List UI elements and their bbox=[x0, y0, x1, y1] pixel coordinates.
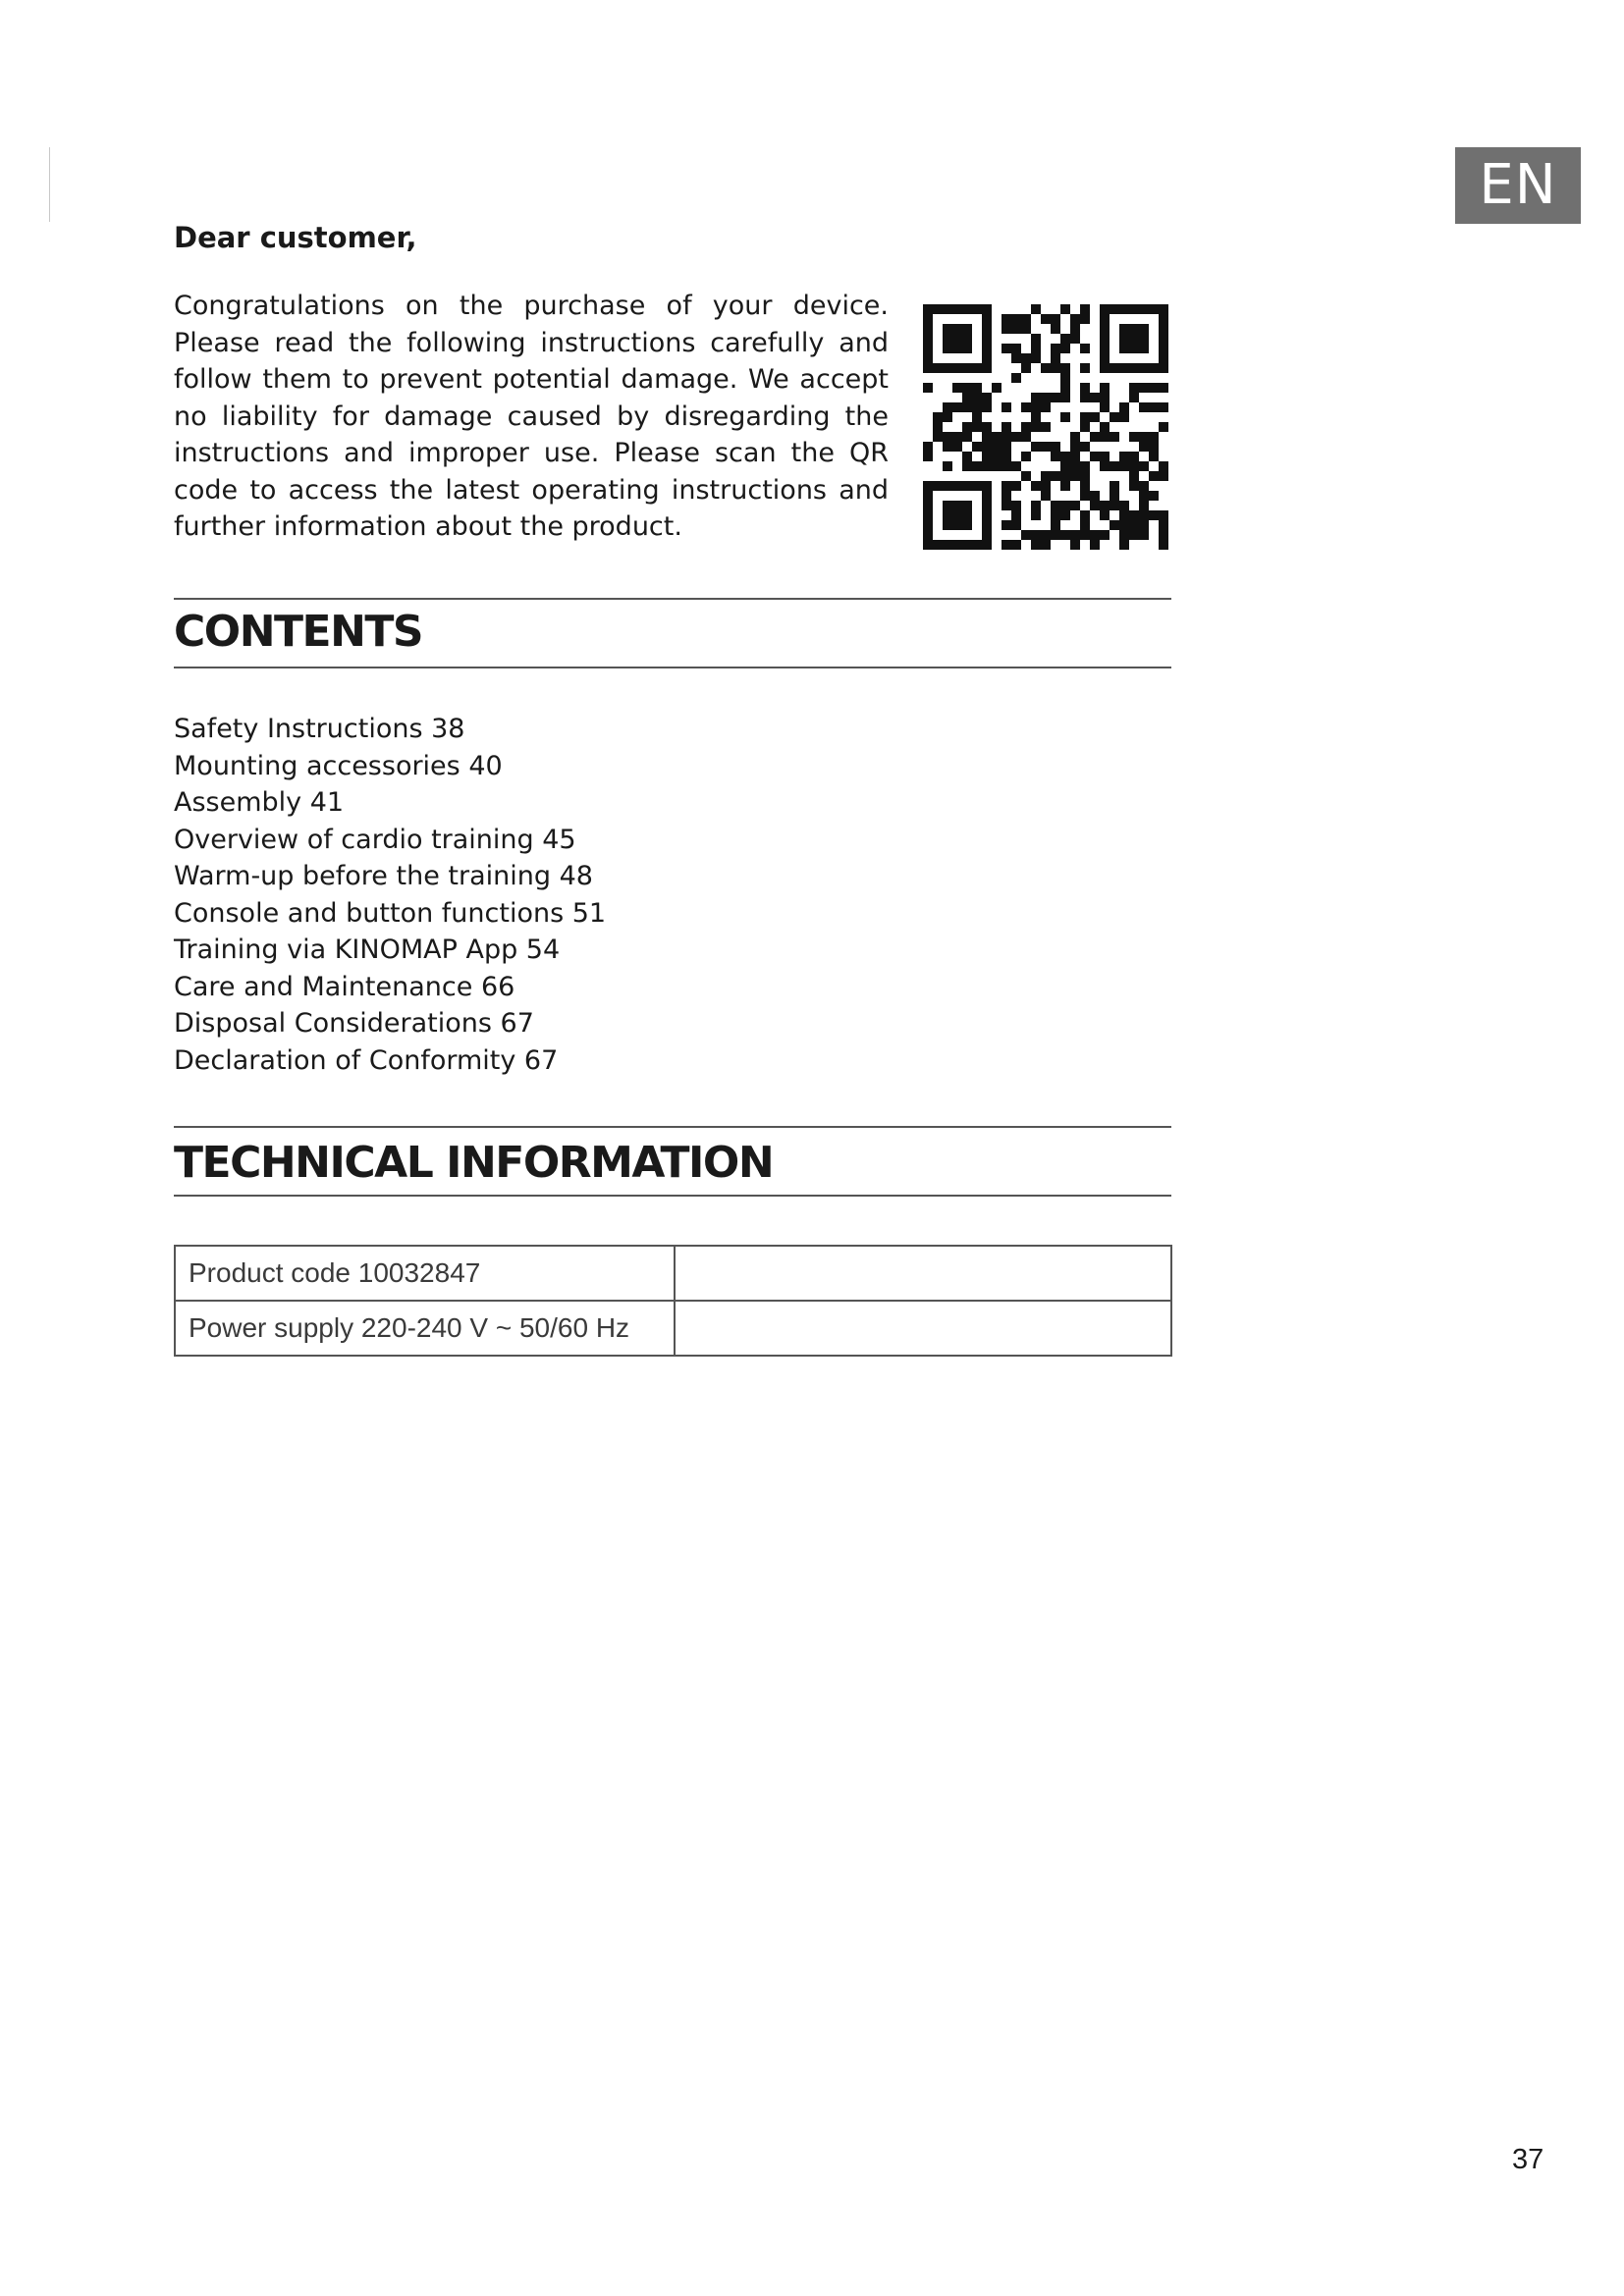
technical-top-rule bbox=[174, 1126, 1171, 1128]
contents-entry: Safety Instructions 38 bbox=[174, 714, 465, 744]
qr-code-icon[interactable] bbox=[923, 304, 1168, 550]
contents-heading: CONTENTS bbox=[174, 607, 423, 657]
table-cell bbox=[675, 1301, 1171, 1356]
contents-entry: Assembly 41 bbox=[174, 787, 345, 818]
intro-line: about the product. bbox=[435, 511, 682, 542]
contents-entry: Care and Maintenance 66 bbox=[174, 971, 515, 1002]
table-cell: Power supply 220-240 V ~ 50/60 Hz bbox=[175, 1301, 675, 1356]
intro-line: damage caused by disregarding the instructions and bbox=[174, 400, 889, 468]
intro-line: latest operating instructions and further information bbox=[174, 474, 889, 542]
margin-line bbox=[49, 147, 50, 222]
technical-table bbox=[174, 1245, 1172, 1357]
intro-line: improper use. Please scan the QR code to access the bbox=[174, 438, 889, 506]
table-row bbox=[175, 1246, 1171, 1301]
contents-entry: Overview of cardio training 45 bbox=[174, 824, 576, 855]
intro-line: Congratulations on the purchase of your device. Please bbox=[174, 291, 889, 358]
contents-entry: Mounting accessories 40 bbox=[174, 750, 503, 781]
contents-bottom-rule bbox=[174, 667, 1171, 668]
table-cell: Product code 10032847 bbox=[175, 1246, 675, 1301]
intro-paragraph bbox=[174, 288, 889, 546]
technical-heading: TECHNICAL INFORMATION bbox=[174, 1138, 774, 1188]
greeting: Dear customer, bbox=[174, 221, 417, 254]
contents-entry: Console and button functions 51 bbox=[174, 897, 607, 929]
contents-entry: Warm-up before the training 48 bbox=[174, 861, 593, 891]
contents-list bbox=[174, 711, 606, 1079]
language-tab: EN bbox=[1455, 147, 1581, 224]
contents-entry: Training via KINOMAP App 54 bbox=[174, 934, 561, 965]
page-number: 37 bbox=[1512, 2144, 1544, 2175]
contents-entry: Disposal Considerations 67 bbox=[174, 1008, 534, 1039]
intro-line: read the following instructions carefully and follow them bbox=[174, 327, 889, 395]
contents-top-rule bbox=[174, 598, 1171, 600]
technical-bottom-rule bbox=[174, 1195, 1171, 1197]
contents-entry: Declaration of Conformity 67 bbox=[174, 1044, 559, 1076]
table-row bbox=[175, 1301, 1171, 1356]
intro-line: to prevent potential damage. We accept no liability for bbox=[174, 364, 890, 432]
table-cell bbox=[675, 1246, 1171, 1301]
